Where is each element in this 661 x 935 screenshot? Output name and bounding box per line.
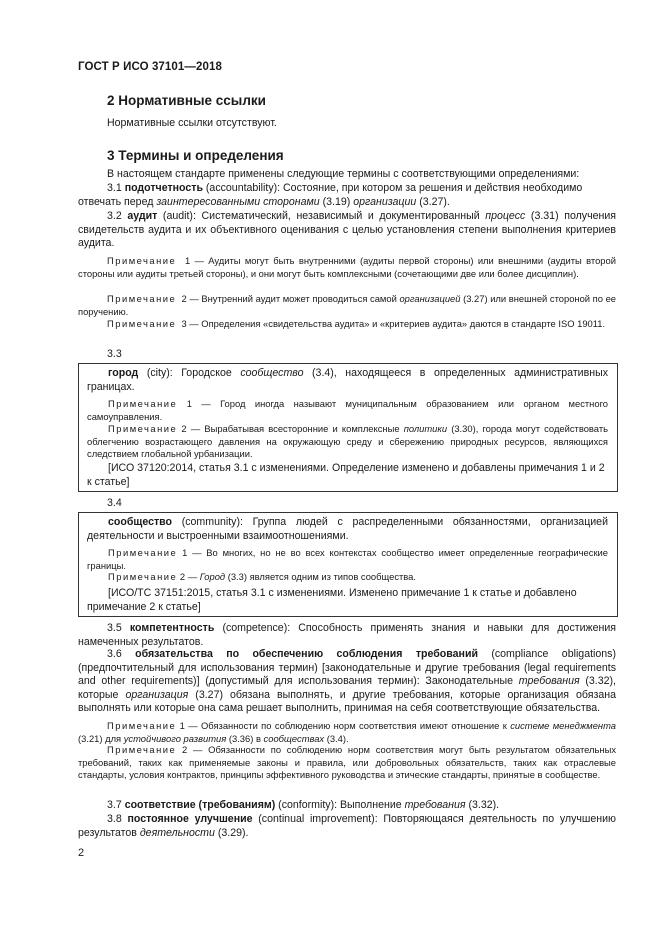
note-label: Примечание — [108, 547, 178, 558]
term-definition: (3.31) получения свидетельств аудита и их объективного оценивания с целью установления степени выполнения критериев аудита. — [78, 210, 617, 249]
note-text: (3.27) или внешней стороной по ее поручению. — [78, 293, 616, 317]
term-reference: требования — [518, 675, 580, 687]
term-name: обязательства по обеспечению соблюдения требований — [135, 648, 478, 660]
term-3-5 — [78, 622, 616, 649]
note-label: Примечание — [107, 318, 177, 329]
term-3-8 — [78, 813, 616, 840]
section-3-title: 3 Термины и определения — [107, 148, 284, 163]
note-text: Во многих, но не во всех контекстах сообщество имеет определенные географические границы. — [87, 547, 608, 571]
note-number: 2 — — [181, 293, 199, 304]
term-name: сообщество — [108, 516, 172, 528]
note-label: Примечание — [108, 398, 178, 409]
note-3-3-2 — [87, 423, 608, 461]
term-definition: (city): Городское — [138, 367, 241, 379]
note-3-4-2 — [87, 571, 608, 584]
note-text: Вырабатывая всесторонние и комплексные — [204, 423, 404, 434]
section-2-title: 2 Нормативные ссылки — [107, 93, 266, 108]
term-definition: (community): Группа людей с распределенными обязанностями, организацией деятельности и выстроенными взаимоотношениями. — [87, 516, 608, 542]
note-number: 1 — — [186, 398, 211, 409]
term-number: 3.2 — [107, 210, 122, 222]
note-text: Обязанности по соблюдению норм соответствия имеют отношение к — [200, 720, 511, 731]
note-text: (3.30), города могут содействовать облегчению возрастающего давления на окружающую среду и сбережению природных ресурсов, являющихся следствием глобальной урбанизации. — [87, 423, 608, 459]
term-definition: (3.32). — [465, 799, 500, 811]
note-number: 3 — — [181, 318, 199, 329]
note-number: 2 — — [182, 744, 203, 755]
term-definition: (conformity): Выполнение — [275, 799, 405, 811]
term-3-2 — [78, 210, 616, 251]
note-number: 1 — — [179, 720, 198, 731]
term-reference: сообщество — [240, 367, 304, 379]
note-3-2-1 — [78, 255, 616, 280]
term-reference: сообществах — [263, 732, 325, 744]
term-name: компетентность — [129, 622, 215, 634]
term-reference: Город — [199, 571, 226, 582]
note-number: 2 — — [181, 423, 201, 434]
term-reference: деятельности — [139, 826, 215, 839]
term-reference: организацией — [399, 293, 461, 304]
note-number: 2 — — [179, 571, 198, 582]
note-text: Определения «свидетельства аудита» и «критериев аудита» даются в стандарте ISO 19011. — [201, 318, 606, 329]
note-text: (3.21) для — [78, 732, 124, 744]
note-3-2-3 — [78, 318, 616, 331]
term-3-4-number: 3.4 — [107, 497, 122, 509]
note-label: Примечание — [107, 293, 177, 304]
term-reference: политики — [403, 423, 448, 434]
term-name: подотчетность — [124, 182, 203, 194]
term-definition: (accountability): Состояние, при котором за решения и действия необходимо отвечать перед — [78, 182, 583, 208]
term-3-1 — [78, 182, 616, 209]
document-header: ГОСТ Р ИСО 37101—2018 — [78, 61, 223, 73]
term-3-3-box — [78, 363, 618, 492]
term-definition: (3.27) обязана выполнять, и другие требования, которые организация обязана выполнять или которые она сама решает выполнить, принимая на себя соответствующие обязательства. — [78, 688, 616, 714]
note-label: Примечание — [107, 255, 177, 266]
section-3-intro: В настоящем стандарте применены следующие термины с соответствующими определениями: — [107, 168, 580, 180]
section-2-text: Нормативные ссылки отсутствуют. — [107, 117, 277, 129]
term-number: 3.8 — [107, 813, 122, 825]
term-reference: устойчивого развития — [123, 732, 227, 744]
note-text: Обязанности по соблюдению норм соответствия могут быть результатом обязательных требований, таких как применяемые законы и правила, или добровольных обязательств, таких как отраслевые стандарты, условия контрактов, принципы эффективного руководства и этические стандарты, принятые в сообществе. — [78, 744, 617, 780]
note-label: Примечание — [108, 571, 178, 582]
note-text: Внутренний аудит может проводиться самой — [201, 293, 400, 304]
note-text: (3.36) в — [226, 732, 264, 744]
note-label: Примечание — [107, 720, 177, 731]
term-number: 3.1 — [107, 182, 122, 194]
term-definition: (3.27). — [416, 195, 450, 208]
term-3-4-source: [ИСО/ТС 37151:2015, статья 3.1 с изменениями. Изменено примечание 1 к статье и добавлено примечание 2 к статье] — [87, 587, 577, 613]
term-definition: (3.4), находящееся в определенных административных границах. — [87, 367, 608, 393]
note-label: Примечание — [107, 744, 177, 755]
term-reference: требования — [404, 799, 466, 811]
note-number: 1 — — [182, 547, 202, 558]
term-3-6 — [78, 648, 616, 716]
term-name: соответствие (требованиям) — [124, 799, 276, 811]
page-number: 2 — [78, 847, 85, 859]
note-3-4-1 — [87, 547, 608, 572]
note-text: Город иногда называют муниципальным образованием или органом местного самоуправления. — [87, 398, 609, 422]
term-name: постоянное улучшение — [127, 813, 253, 825]
note-text: Аудиты могут быть внутренними (аудиты первой стороны) или внешними (аудиты второй стороны или аудиты третьей стороны), и они могут быть комплексными (сочетающими две или более дисциплин). — [78, 255, 616, 279]
term-reference: системе менеджмента — [510, 720, 616, 731]
term-3-4 — [87, 516, 608, 543]
note-3-2-2 — [78, 293, 616, 318]
term-name: город — [108, 367, 139, 379]
term-definition: (3.19) — [319, 195, 354, 208]
term-reference: организация — [125, 688, 189, 701]
term-definition: (audit): Систематический, независимый и документированный — [157, 210, 486, 222]
term-number: 3.7 — [107, 799, 122, 811]
note-3-6-2 — [78, 744, 616, 782]
term-reference: процесс — [485, 210, 526, 222]
term-definition: (3.32), которые — [78, 675, 616, 701]
note-text: (3.4). — [324, 732, 349, 744]
term-name: аудит — [127, 210, 158, 222]
term-3-3-number: 3.3 — [107, 348, 122, 360]
term-number: 3.5 — [107, 622, 122, 634]
term-3-3 — [87, 367, 608, 394]
term-3-3-source: [ИСО 37120:2014, статья 3.1 с изменениями. Определение изменено и добавлены примечания 1 и 2 к статье] — [87, 462, 605, 488]
note-number: 1 — — [184, 255, 204, 266]
note-label: Примечание — [108, 423, 178, 434]
note-text: (3.3) является одним из типов сообщества. — [225, 571, 417, 582]
term-definition: (continual improvement): Повторяющаяся деятельность по улучшению результатов — [78, 813, 617, 839]
term-definition: (competence): Способность применять знания и навыки для достижения намеченных результатов. — [78, 622, 616, 648]
note-3-6-1 — [78, 720, 616, 745]
term-number: 3.6 — [107, 648, 122, 660]
note-3-3-1 — [87, 398, 608, 423]
term-reference: организации — [353, 195, 417, 208]
term-reference: заинтересованными сторонами — [156, 195, 320, 208]
term-3-7 — [78, 799, 616, 813]
term-3-4-box — [78, 512, 618, 617]
term-definition: (compliance obligations) (предпочтительный для использования термин) [законодательные и другие требования (legal requirements and other requirements)] (допустимый для использования термин): Законодательные — [78, 648, 616, 687]
term-definition: (3.29). — [214, 826, 249, 839]
